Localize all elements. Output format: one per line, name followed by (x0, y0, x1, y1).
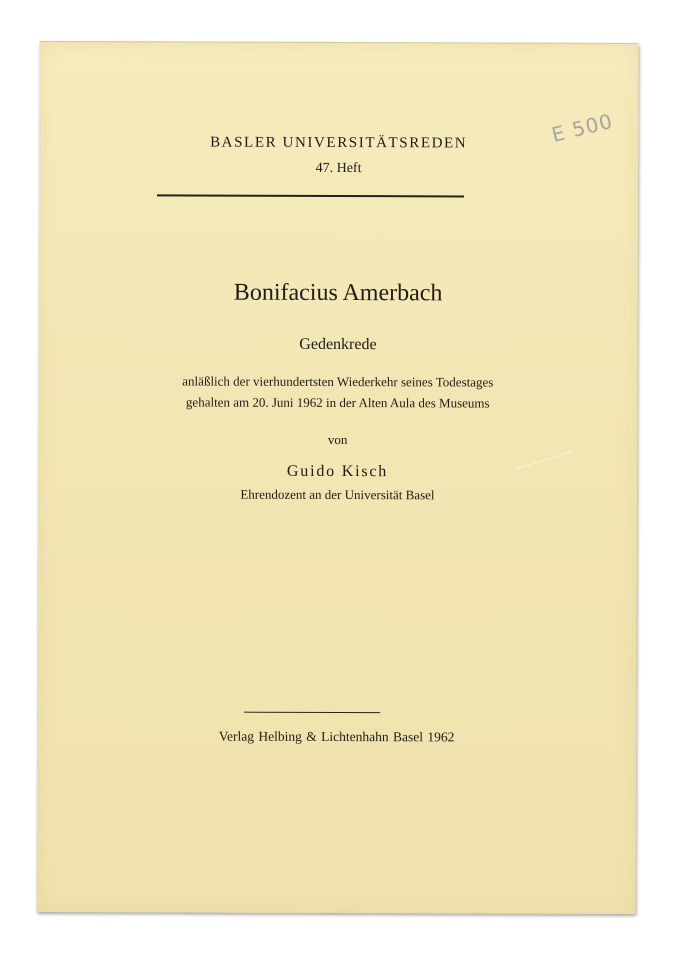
occasion-line-1: anläßlich der vierhundertsten Wiederkehr seines Todestages (182, 373, 494, 390)
issue-number: 47. Heft (315, 160, 362, 177)
book-subtitle: Gedenkrede (299, 335, 377, 354)
author-name: Guido Kisch (286, 462, 389, 481)
author-affiliation: Ehrendozent an der Universität Basel (240, 486, 435, 503)
publisher-divider (244, 712, 380, 713)
book-title: Bonifacius Amerbach (233, 279, 443, 307)
pencil-annotation: E 500 (549, 108, 616, 147)
occasion-line-2: gehalten am 20. Juni 1962 in der Alten Aula des Museums (185, 394, 490, 411)
booklet-cover (36, 41, 638, 914)
by-label: von (327, 431, 348, 448)
publisher-imprint: Verlag Helbing & Lichtenhahn Basel 1962 (218, 728, 455, 745)
series-divider (157, 194, 464, 197)
series-title: BASLER UNIVERSITÄTSREDEN (210, 134, 468, 152)
